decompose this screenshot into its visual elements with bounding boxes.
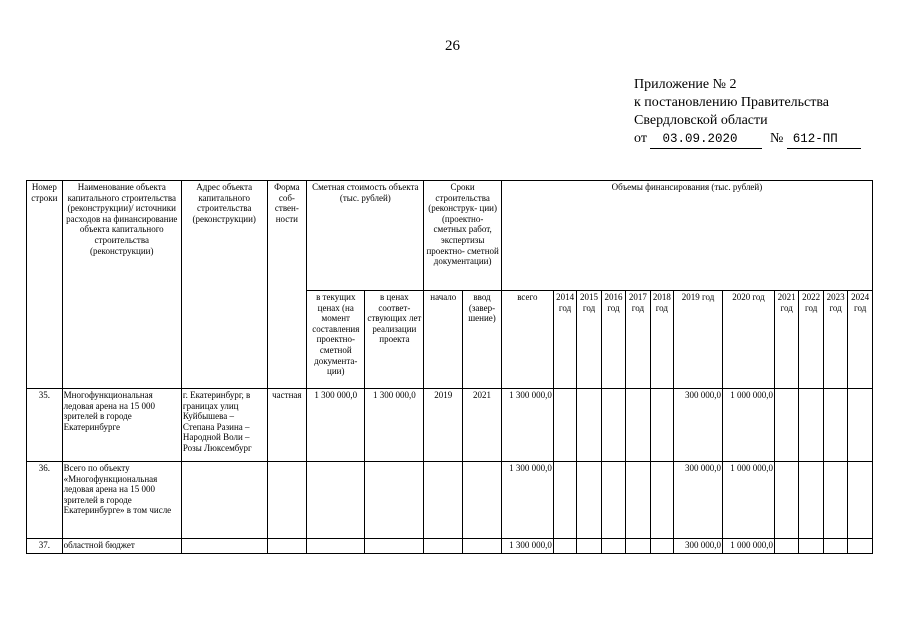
object-address: г. Екатеринбург, в границах улиц Куйбышева – Степана Разина – Народной Воли – Розы Люксембург: [181, 389, 267, 462]
number-value: 612-ПП: [792, 132, 838, 146]
funding-2016: [601, 539, 625, 554]
funding-2017: [626, 462, 650, 539]
header-year: 2021 год: [774, 291, 798, 389]
funding-2018: [650, 539, 673, 554]
table-row: [27, 462, 873, 539]
funding-2021: [774, 462, 798, 539]
header-year: 2016 год: [601, 291, 625, 389]
header-total: всего: [501, 291, 553, 389]
funding-2023: [823, 539, 847, 554]
row-number: 37.: [27, 539, 63, 554]
funding-2023: [823, 462, 847, 539]
start-year: [424, 539, 463, 554]
financing-table: [26, 180, 873, 554]
header-start: начало: [424, 291, 463, 389]
object-address: [181, 539, 267, 554]
header-year: 2024 год: [848, 291, 873, 389]
cost-current: 1 300 000,0: [307, 389, 365, 462]
date-prefix: от: [634, 131, 647, 146]
object-name: Всего по объекту «Многофункциональная ледовая арена на 15 000 зрителей в городе Екатеринбурге» в том числе: [62, 462, 181, 539]
object-address: [181, 462, 267, 539]
header-estimated-cost: Сметная стоимость объекта (тыс. рублей): [307, 181, 424, 291]
object-name: областной бюджет: [62, 539, 181, 554]
header-project-prices: в ценах соответ- ствующих лет реализации проекта: [365, 291, 424, 389]
funding-2023: [823, 389, 847, 462]
funding-2019: 300 000,0: [674, 539, 723, 554]
funding-2020: 1 000 000,0: [722, 462, 774, 539]
funding-2021: [774, 539, 798, 554]
funding-2015: [577, 389, 601, 462]
header-year: 2023 год: [823, 291, 847, 389]
ownership: [267, 539, 307, 554]
header-year: 2017 год: [626, 291, 650, 389]
page-number: 26: [445, 38, 460, 54]
end-year: [463, 539, 502, 554]
table-row: [27, 389, 873, 462]
header-row: [27, 181, 873, 291]
cost-project: 1 300 000,0: [365, 389, 424, 462]
header-year: 2020 год: [722, 291, 774, 389]
header-year: 2015 год: [577, 291, 601, 389]
ownership: частная: [267, 389, 307, 462]
funding-2019: 300 000,0: [674, 462, 723, 539]
funding-2022: [799, 539, 823, 554]
table-row: [27, 539, 873, 554]
start-year: 2019: [424, 389, 463, 462]
header-completion: ввод (завер- шение): [463, 291, 502, 389]
header-funding: Объемы финансирования (тыс. рублей): [501, 181, 872, 291]
funding-2024: [848, 389, 873, 462]
funding-2021: [774, 389, 798, 462]
appendix-resolution: к постановлению Правительства: [634, 95, 830, 110]
number-prefix: №: [769, 131, 784, 146]
funding-2015: [577, 462, 601, 539]
appendix-region: Свердловской области: [634, 113, 768, 128]
funding-2015: [577, 539, 601, 554]
funding-2022: [799, 389, 823, 462]
funding-2022: [799, 462, 823, 539]
appendix-title: Приложение № 2: [634, 77, 737, 92]
header-row-number: Номер строки: [27, 181, 63, 389]
cost-current: [307, 539, 365, 554]
number-field: [787, 130, 861, 149]
funding-2020: 1 000 000,0: [722, 539, 774, 554]
header-current-prices: в текущих ценах (на момент составления проектно- сметной документа- ции): [307, 291, 365, 389]
end-year: 2021: [463, 389, 502, 462]
cost-project: [365, 539, 424, 554]
header-terms: Сроки строительства (реконструк- ции) (проектно- сметных работ, экспертизы проектно- сметной документации): [424, 181, 501, 291]
funding-2014: [553, 389, 576, 462]
funding-total: 1 300 000,0: [501, 539, 553, 554]
header-object-address: Адрес объекта капитального строительства (реконструкции): [181, 181, 267, 389]
funding-2019: 300 000,0: [674, 389, 723, 462]
funding-2014: [553, 462, 576, 539]
start-year: [424, 462, 463, 539]
funding-2014: [553, 539, 576, 554]
appendix-date-line: [634, 130, 861, 149]
funding-2016: [601, 462, 625, 539]
end-year: [463, 462, 502, 539]
header-object-name: Наименование объекта капитального строительства (реконструкции)/ источники расходов на финансирование объекта капитального строительства (реконструкции): [62, 181, 181, 389]
date-field: [650, 130, 762, 149]
date-value: 03.09.2020: [662, 132, 738, 146]
funding-2017: [626, 389, 650, 462]
funding-total: 1 300 000,0: [501, 462, 553, 539]
header-year: 2018 год: [650, 291, 673, 389]
funding-total: 1 300 000,0: [501, 389, 553, 462]
funding-2024: [848, 462, 873, 539]
object-name: Многофункциональная ледовая арена на 15 000 зрителей в городе Екатеринбурге: [62, 389, 181, 462]
cost-current: [307, 462, 365, 539]
funding-2018: [650, 389, 673, 462]
row-number: 36.: [27, 462, 63, 539]
header-year: 2019 год: [674, 291, 723, 389]
appendix-block: [634, 76, 861, 149]
cost-project: [365, 462, 424, 539]
header-year: 2022 год: [799, 291, 823, 389]
funding-2017: [626, 539, 650, 554]
row-number: 35.: [27, 389, 63, 462]
funding-2024: [848, 539, 873, 554]
funding-2020: 1 000 000,0: [722, 389, 774, 462]
header-year: 2014 год: [553, 291, 576, 389]
ownership: [267, 462, 307, 539]
header-ownership: Форма соб- ствен- ности: [267, 181, 307, 389]
funding-2016: [601, 389, 625, 462]
funding-2018: [650, 462, 673, 539]
